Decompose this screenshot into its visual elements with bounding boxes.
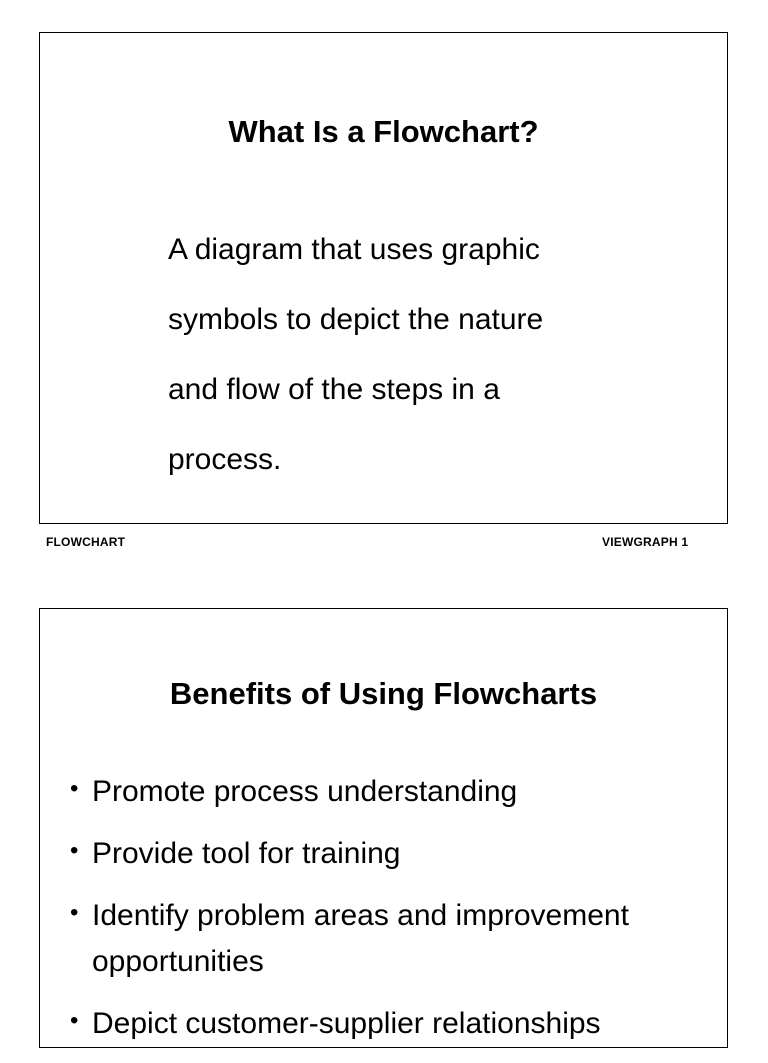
bullet-icon: • [70,899,79,926]
bullet-icon: • [70,837,79,864]
slide-benefits [39,608,728,1048]
definition-line: symbols to depict the nature [168,303,544,336]
definition-line: A diagram that uses graphic [168,233,540,266]
footer-label: FLOWCHART [46,535,126,549]
list-item [70,893,720,985]
definition-line: and flow of the steps in a [168,373,500,406]
bullet-text: Provide tool for training [92,837,401,870]
footer-page-number: VIEWGRAPH 1 [602,535,689,549]
slide-what-is-flowchart [39,32,728,524]
slide-title: What Is a Flowchart? [228,114,539,149]
definition-text [168,215,688,495]
benefits-list [70,769,720,1063]
bullet-text: Identify problem areas and improvement [92,899,629,932]
bullet-text: Promote process understanding [92,775,518,808]
list-item [70,1001,720,1047]
bullet-icon: • [70,775,79,802]
list-item [70,831,720,877]
slide-title: Benefits of Using Flowcharts [169,676,598,711]
bullet-icon: • [70,1007,79,1034]
definition-line: process. [168,443,282,476]
list-item [70,769,720,815]
bullet-text-continued: opportunities [92,945,264,978]
bullet-text: Depict customer-supplier relationships [92,1007,601,1040]
